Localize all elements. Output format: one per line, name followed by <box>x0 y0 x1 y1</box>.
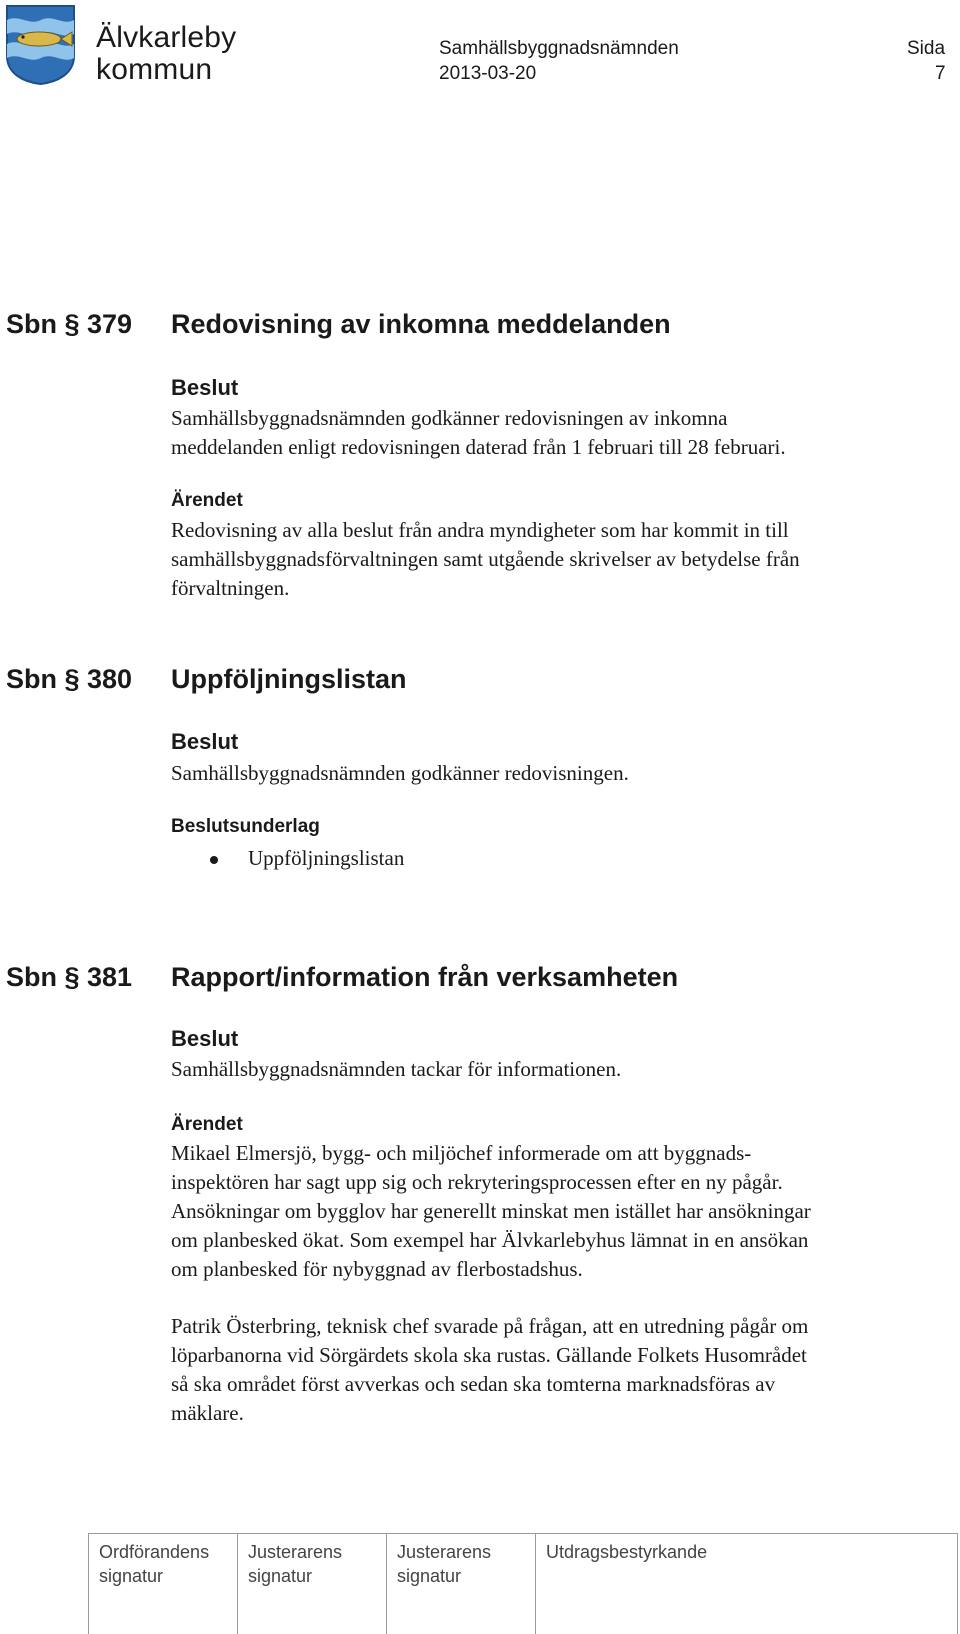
arendet-text-line: om planbesked ökat. Som exempel har Älvkarlebyhus lämnat in en ansökan <box>171 1228 809 1252</box>
arendet-text-line: samhällsbyggnadsförvaltningen samt utgående skrivelser av betydelse från <box>171 547 800 571</box>
arendet-text-line: Mikael Elmersjö, bygg- och miljöchef informerade om att byggnads- <box>171 1141 752 1165</box>
signature-label <box>248 1540 342 1588</box>
logo-wordmark <box>96 22 236 86</box>
signature-label-line2: signatur <box>248 1566 313 1586</box>
signature-label-line1: Ordförandens <box>99 1542 210 1562</box>
section-number: Sbn § 379 <box>6 309 133 339</box>
arendet-text-line: Patrik Österbring, teknisk chef svarade på frågan, att en utredning pågår om <box>171 1314 809 1338</box>
header-page-number: 7 <box>935 63 946 84</box>
arendet-text-line: inspektören har sagt upp sig och rekryteringsprocessen efter en ny pågår. <box>171 1170 783 1194</box>
beslut-text-line: meddelanden enligt redovisningen daterad från 1 februari till 28 februari. <box>171 435 786 459</box>
signature-label-line1: Justerarens <box>248 1542 343 1562</box>
arendet-text-line: så ska området först avverkas och sedan ska tomterna marknadsföras av <box>171 1372 776 1396</box>
signature-label-line2: signatur <box>397 1566 462 1586</box>
signature-label <box>546 1540 707 1564</box>
arendet-text-line: om planbesked för nybyggnad av flerbostadshus. <box>171 1257 583 1281</box>
header-page-label: Sida <box>907 38 946 59</box>
beslut-heading: Beslut <box>171 729 239 754</box>
logo-text-line2: kommun <box>96 53 213 86</box>
bullet-icon <box>210 856 218 864</box>
signature-label-line2: signatur <box>99 1566 164 1586</box>
section-title: Rapport/information från verksamheten <box>171 962 679 992</box>
section-number: Sbn § 381 <box>6 962 133 992</box>
section-title: Redovisning av inkomna meddelanden <box>171 309 671 339</box>
header-board-name: Samhällsbyggnadsnämnden <box>439 38 679 59</box>
signature-label-line1: Utdragsbestyrkande <box>546 1542 708 1562</box>
arendet-text-line: Ansökningar om bygglov har generellt minskat men istället har ansökningar <box>171 1199 811 1223</box>
beslut-text-line: Samhällsbyggnadsnämnden godkänner redovisningen av inkomna <box>171 406 728 430</box>
arendet-heading: Ärendet <box>171 1114 243 1135</box>
signature-cell-adjuster-2 <box>386 1534 535 1634</box>
arendet-heading: Ärendet <box>171 490 243 511</box>
section-number: Sbn § 380 <box>6 664 133 694</box>
signature-cell-certification <box>535 1534 958 1634</box>
section-title: Uppföljningslistan <box>171 664 407 694</box>
logo-text-line1: Älvkarleby <box>96 21 237 54</box>
arendet-text-line: löparbanorna vid Sörgärdets skola ska rustas. Gällande Folkets Husområdet <box>171 1343 807 1367</box>
municipality-crest-logo <box>5 4 76 85</box>
beslutsunderlag-heading: Beslutsunderlag <box>171 816 320 837</box>
beslut-text-line: Samhällsbyggnadsnämnden godkänner redovisningen. <box>171 761 629 785</box>
signature-cell-adjuster-1 <box>237 1534 386 1634</box>
signature-label <box>99 1540 209 1588</box>
beslut-heading: Beslut <box>171 1026 239 1051</box>
arendet-text-line: mäklare. <box>171 1401 244 1425</box>
arendet-text-line: Redovisning av alla beslut från andra myndigheter som har kommit in till <box>171 518 789 542</box>
signature-label <box>397 1540 491 1588</box>
signature-cell-chair <box>88 1534 237 1634</box>
beslut-heading: Beslut <box>171 375 239 400</box>
header-date: 2013-03-20 <box>439 63 537 84</box>
beslut-text-line: Samhällsbyggnadsnämnden tackar för informationen. <box>171 1057 622 1081</box>
signature-label-line1: Justerarens <box>397 1542 492 1562</box>
signature-footer <box>88 1533 958 1634</box>
beslutsunderlag-item: Uppföljningslistan <box>248 846 405 870</box>
arendet-text-line: förvaltningen. <box>171 576 290 600</box>
